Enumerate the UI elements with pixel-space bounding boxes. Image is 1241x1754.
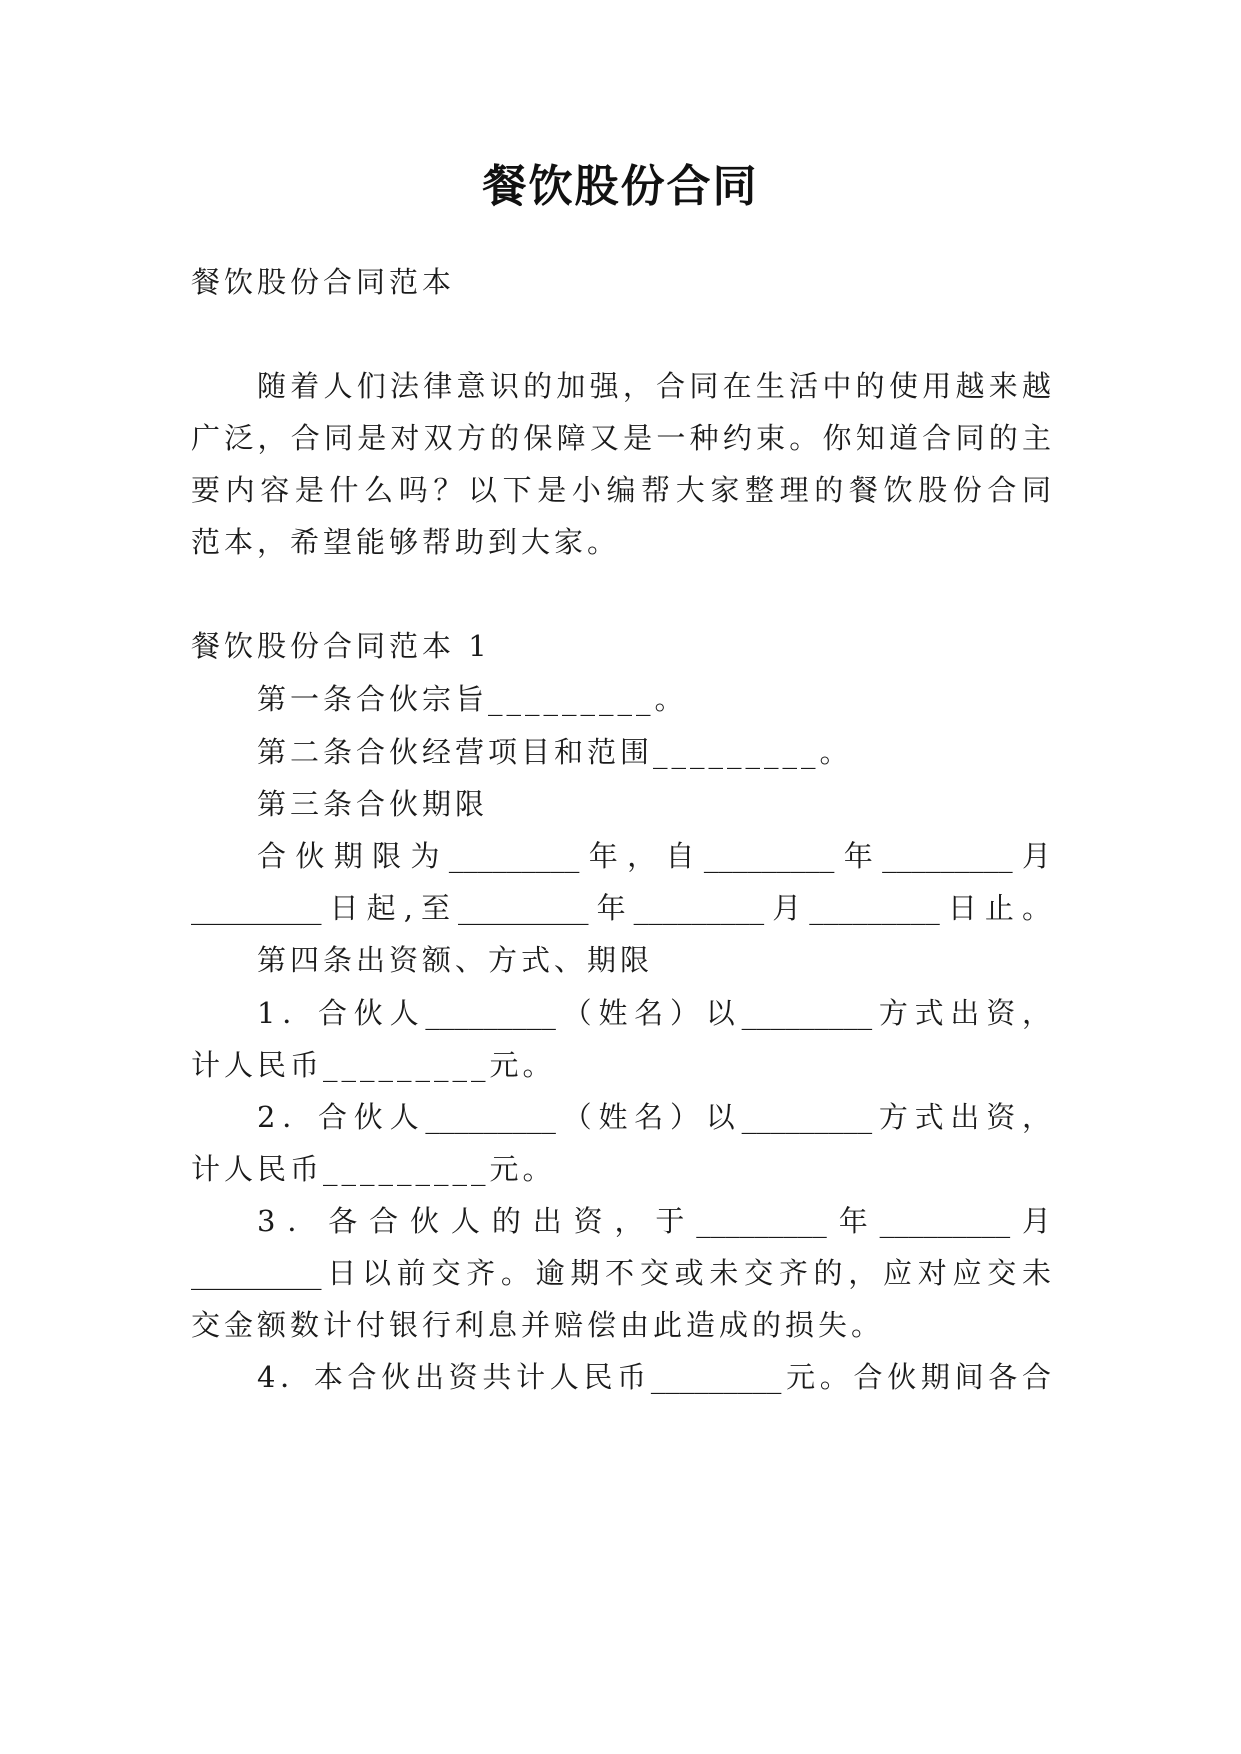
clause-line-14: 4．本合伙出资共计人民币_________元。合伙期间各合 bbox=[257, 1360, 1051, 1394]
clause-line-3: 第三条合伙期限 bbox=[257, 787, 489, 821]
intro-line-2: 广泛，合同是对双方的保障又是一种约束。你知道合同的主 bbox=[191, 421, 1051, 455]
clause-line-1: 第一条合伙宗旨_________。 bbox=[257, 682, 688, 716]
clause-line-6: 第四条出资额、方式、期限 bbox=[257, 943, 654, 977]
clause-line-10: 计人民币_________元。 bbox=[191, 1152, 556, 1186]
document-title: 餐饮股份合同 bbox=[482, 161, 759, 212]
clause-line-4: 合伙期限为_________年，自_________年_________月 bbox=[257, 839, 1051, 873]
subtitle: 餐饮股份合同范本 bbox=[191, 265, 456, 299]
intro-line-3: 要内容是什么吗？以下是小编帮大家整理的餐饮股份合同 bbox=[191, 473, 1051, 507]
clause-line-2: 第二条合伙经营项目和范围_________。 bbox=[257, 735, 853, 769]
clause-line-13: 交金额数计付银行利息并赔偿由此造成的损失。 bbox=[191, 1308, 885, 1342]
intro-line-1: 随着人们法律意识的加强，合同在生活中的使用越来越 bbox=[257, 369, 1051, 403]
intro-line-4: 范本，希望能够帮助到大家。 bbox=[191, 525, 621, 559]
clause-line-11: 3．各合伙人的出资，于_________年_________月 bbox=[257, 1204, 1051, 1238]
clause-line-5: _________日起,至_________年_________月_________日止。 bbox=[191, 891, 1051, 925]
section-heading: 餐饮股份合同范本 1 bbox=[191, 629, 491, 663]
clause-line-9: 2．合伙人_________（姓名）以_________方式出资， bbox=[257, 1100, 1051, 1134]
clause-line-12: _________日以前交齐。逾期不交或未交齐的，应对应交未 bbox=[191, 1256, 1051, 1290]
clause-line-7: 1．合伙人_________（姓名）以_________方式出资， bbox=[257, 996, 1051, 1030]
clause-line-8: 计人民币_________元。 bbox=[191, 1048, 556, 1082]
